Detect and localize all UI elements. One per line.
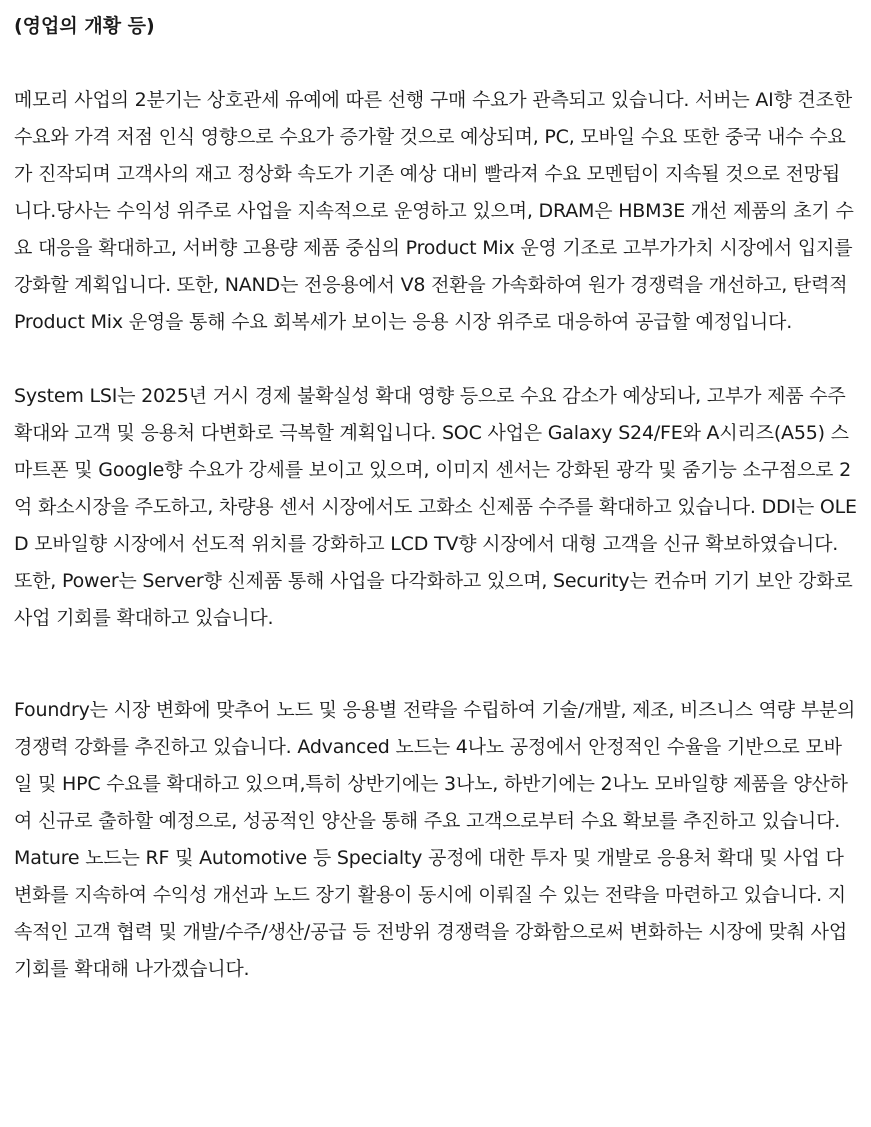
- paragraph-foundry: Foundry는 시장 변화에 맞추어 노드 및 응용별 전략을 수립하여 기술/개발, 제조, 비즈니스 역량 부분의 경쟁력 강화를 추진하고 있습니다. Advanced 노드는 4나노 공정에서 안정적인 수율을 기반으로 모바일 및 HPC 수요를 확대하고 있으며,특히 상반기에는 3나노, 하반기에는 2나노 모바일향 제품을 양산하여 신규로 출하할 예정으로, 성공적인 양산을 통해 주요 고객으로부터 수요 확보를 추진하고 있습니다. Mature 노드는 RF 및 Automotive 등 Specialty 공정에 대한 투자 및 개발로 응용처 확대 및 사업 다변화를 지속하여 수익성 개선과 노드 장기 활용이 동시에 이뤄질 수 있는 전략을 마련하고 있습니다. 지속적인 고객 협력 및 개발/수주/생산/공급 등 전방위 경쟁력을 강화함으로써 변화하는 시장에 맞춰 사업 기회를 확대해 나가겠습니다.: [14, 699, 856, 980]
- spacer: [14, 45, 857, 82]
- spacer: [14, 637, 857, 692]
- section-heading: (영업의 개황 등): [14, 15, 155, 37]
- paragraph-memory: 메모리 사업의 2분기는 상호관세 유예에 따른 선행 구매 수요가 관측되고 있습니다. 서버는 AI향 견조한 수요와 가격 저점 인식 영향으로 수요가 증가할 것으로 예상되며, PC, 모바일 수요 또한 중국 내수 수요가 진작되며 고객사의 재고 정상화 속도가 기존 예상 대비 빨라져 수요 모멘텀이 지속될 것으로 전망됩니다.당사는 수익성 위주로 사업을 지속적으로 운영하고 있으며, DRAM은 HBM3E 개선 제품의 초기 수요 대응을 확대하고, 서버향 고용량 제품 중심의 Product Mix 운영 기조로 고부가가치 시장에서 입지를 강화할 계획입니다. 또한, NAND는 전응용에서 V8 전환을 가속화하여 원가 경쟁력을 개선하고, 탄력적 Product Mix 운영을 통해 수요 회복세가 보이는 응용 시장 위주로 대응하여 공급할 예정입니다.: [14, 89, 854, 333]
- paragraph-system-lsi: System LSI는 2025년 거시 경제 불확실성 확대 영향 등으로 수요 감소가 예상되나, 고부가 제품 수주 확대와 고객 및 응용처 다변화로 극복할 계획입니다. SOC 사업은 Galaxy S24/FE와 A시리즈(A55) 스마트폰 및 Google향 수요가 강세를 보이고 있으며, 이미지 센서는 강화된 광각 및 줌기능 소구점으로 2억 화소시장을 주도하고, 차량용 센서 시장에서도 고화소 신제품 수주를 확대하고 있습니다. DDI는 OLED 모바일향 시장에서 선도적 위치를 강화하고 LCD TV향 시장에서 대형 고객을 신규 확보하였습니다. 또한, Power는 Server향 신제품 통해 사업을 다각화하고 있으며, Security는 컨슈머 기기 보안 강화로 사업 기회를 확대하고 있습니다.: [14, 385, 857, 629]
- spacer: [14, 341, 857, 378]
